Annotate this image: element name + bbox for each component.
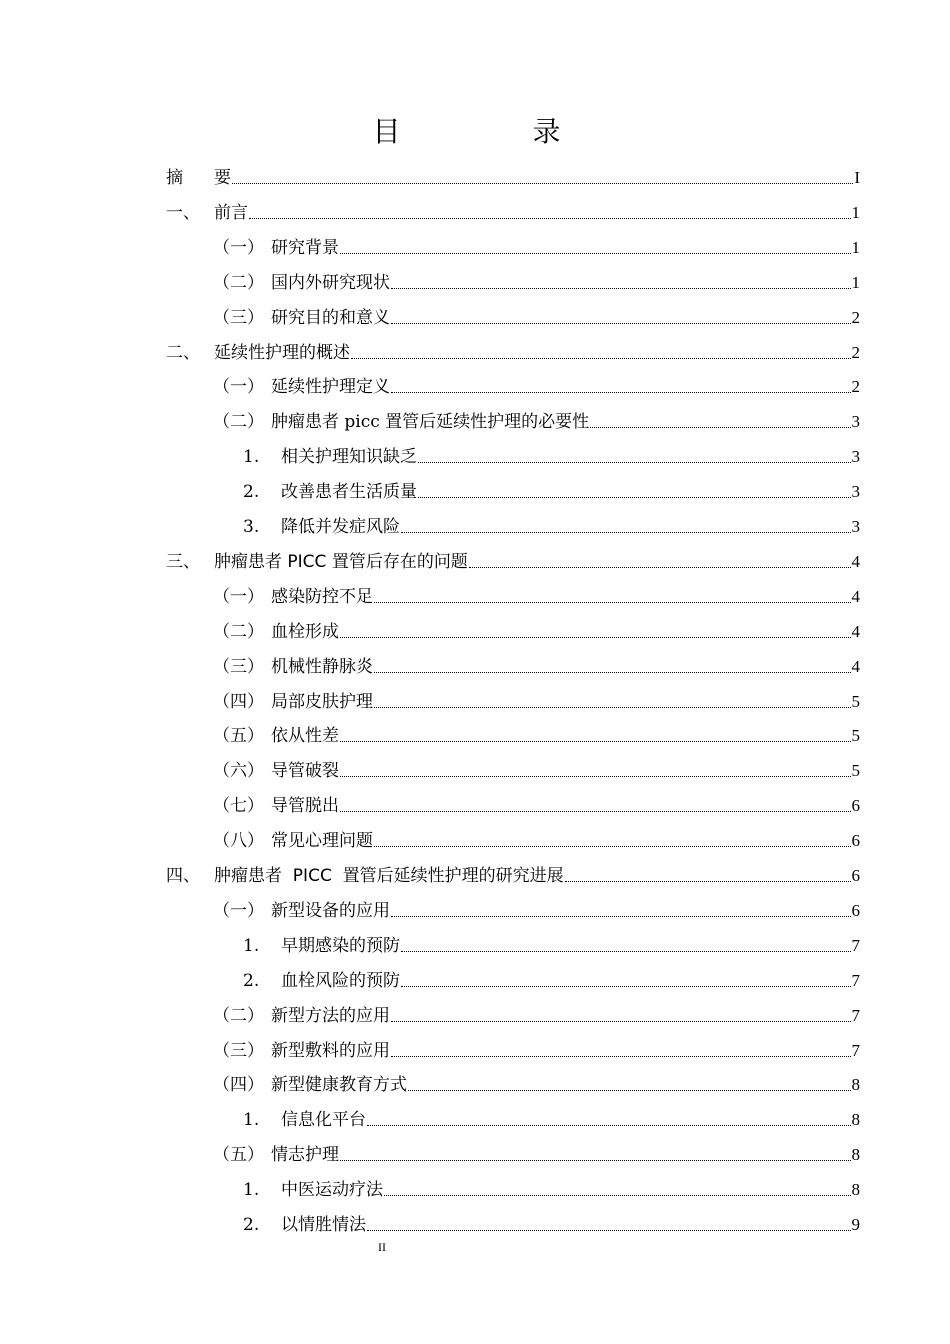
toc-entry[interactable] (213, 821, 860, 856)
toc-entry-page: 7 (851, 970, 860, 990)
toc-entry-page: 8 (851, 1075, 860, 1095)
toc-entry-title: 常见心理问题 (271, 831, 373, 852)
toc-entry-page: I (854, 168, 860, 187)
toc-entry-title: 信息化平台 (281, 1110, 366, 1131)
toc-entry[interactable] (213, 716, 860, 751)
toc-entry-number: （二） (213, 621, 264, 642)
toc-dot-leader (340, 1160, 851, 1161)
toc-entry-number: （五） (213, 1145, 264, 1166)
toc-entry[interactable] (213, 612, 860, 647)
toc-dot-leader (340, 776, 851, 777)
toc-entry-number: （七） (213, 796, 264, 817)
toc-dot-leader (351, 358, 851, 359)
toc-entry-title: 延续性护理定义 (271, 377, 390, 398)
toc-entry[interactable] (213, 647, 860, 682)
toc-entry-title: 导管破裂 (271, 761, 339, 782)
toc-entry-number: （二） (213, 272, 264, 293)
toc-entry-page: 2 (851, 307, 860, 327)
toc-entry-number: （一） (213, 900, 264, 921)
toc-entry[interactable] (213, 996, 860, 1031)
toc-entry[interactable] (243, 961, 860, 996)
toc-dot-leader (418, 462, 851, 463)
toc-entry[interactable] (243, 472, 860, 507)
toc-entry-number: （一） (213, 377, 264, 398)
toc-entry[interactable] (166, 193, 860, 228)
toc-dot-leader (391, 323, 851, 324)
toc-entry-number: （二） (213, 412, 264, 433)
toc-entry-page: 3 (851, 482, 860, 502)
toc-entry-number: （四） (213, 1075, 264, 1096)
page-title: 目 录 (372, 115, 613, 148)
toc-entry-number: 1. (243, 1110, 260, 1131)
toc-dot-leader (391, 916, 851, 917)
toc-entry-page: 3 (851, 447, 860, 467)
toc-dot-leader (374, 846, 851, 847)
toc-entry-number: 2. (243, 970, 260, 991)
toc-entry[interactable] (213, 367, 860, 402)
toc-entry-title: 肿瘤患者 PICC 置管后延续性护理的研究进展 (214, 866, 564, 886)
toc-entry[interactable] (243, 437, 860, 472)
page-number-footer: II (378, 1240, 386, 1254)
toc-entry-number: 2. (243, 1215, 260, 1235)
toc-dot-leader (384, 1195, 851, 1196)
toc-entry-number: （五） (213, 726, 264, 747)
toc-entry-number: 1. (243, 935, 260, 956)
toc-entry-title: 前言 (214, 202, 248, 223)
toc-entry[interactable] (243, 1205, 860, 1240)
toc-dot-leader (391, 1021, 851, 1022)
toc-entry-title: 新型敷料的应用 (271, 1040, 390, 1061)
toc-dot-leader (340, 741, 851, 742)
toc-entry-title: 肿瘤患者 PICC 置管后存在的问题 (214, 551, 468, 572)
toc-entry[interactable] (213, 786, 860, 821)
toc-dot-leader (565, 881, 851, 882)
toc-entry-number: （四） (213, 691, 264, 712)
toc-entry-page: 5 (851, 761, 860, 781)
toc-entry-page: 2 (851, 342, 860, 362)
toc-entry[interactable] (213, 263, 860, 298)
toc-entry-title: 情志护理 (271, 1145, 339, 1166)
toc-dot-leader (374, 672, 851, 673)
toc-entry-page: 1 (851, 272, 860, 292)
toc-entry-page: 6 (851, 866, 860, 885)
toc-entry-number: 2. (243, 482, 260, 503)
toc-dot-leader (340, 637, 851, 638)
toc-entry[interactable] (213, 1031, 860, 1066)
toc-dot-leader (408, 1090, 851, 1091)
toc-dot-leader (340, 811, 851, 812)
toc-entry-page: 4 (851, 656, 860, 676)
toc-entry-number: （六） (213, 761, 264, 782)
toc-entry[interactable] (243, 1100, 860, 1135)
toc-entry-title: 感染防控不足 (271, 586, 373, 607)
toc-entry-number: 1. (243, 447, 260, 468)
toc-dot-leader (401, 951, 851, 952)
toc-entry-page: 8 (851, 1110, 860, 1130)
toc-entry-page: 8 (851, 1180, 860, 1200)
toc-entry-page: 3 (851, 517, 860, 536)
toc-entry-title: 相关护理知识缺乏 (281, 447, 417, 468)
toc-entry[interactable] (213, 891, 860, 926)
toc-entry-number: （二） (213, 1005, 264, 1026)
toc-dot-leader (374, 602, 851, 603)
toc-entry[interactable] (166, 856, 860, 891)
toc-entry-title: 改善患者生活质量 (281, 482, 417, 503)
toc-entry-number: 二、 (166, 342, 200, 363)
toc-entry-title: 肿瘤患者 picc 置管后延续性护理的必要性 (271, 412, 590, 433)
toc-entry[interactable] (213, 682, 860, 717)
toc-entry[interactable] (213, 402, 860, 437)
toc-entry-title: 降低并发症风险 (281, 517, 400, 537)
toc-entry-page: 5 (851, 726, 860, 746)
toc-entry-title: 导管脱出 (271, 796, 339, 817)
toc-entry-number: （三） (213, 656, 264, 677)
toc-dot-leader (469, 567, 851, 568)
toc-entry-title: 研究目的和意义 (271, 307, 390, 328)
toc-entry-page: 7 (851, 935, 860, 955)
toc-entry-page: 5 (851, 691, 860, 711)
toc-entry-page: 3 (851, 412, 860, 432)
toc-entry-number: 摘 (166, 168, 200, 188)
toc-entry-page: 6 (851, 796, 860, 816)
toc-entry-page: 4 (851, 551, 860, 571)
toc-entry-title: 新型设备的应用 (271, 900, 390, 921)
toc-entry[interactable] (243, 507, 860, 542)
toc-entry-number: 3. (243, 517, 260, 537)
toc-entry-number: 一、 (166, 202, 200, 223)
toc-entry-title: 研究背景 (271, 237, 339, 258)
toc-entry-title: 新型健康教育方式 (271, 1075, 407, 1096)
toc-entry-number: （三） (213, 307, 264, 328)
toc-entry[interactable] (213, 1065, 860, 1100)
toc-entry-number: 1. (243, 1180, 260, 1201)
toc-entry[interactable] (213, 751, 860, 786)
toc-entry-title: 依从性差 (271, 726, 339, 747)
toc-entry-page: 2 (851, 377, 860, 397)
toc-dot-leader (367, 1230, 851, 1231)
toc-entry-title: 血栓风险的预防 (281, 970, 400, 991)
toc-entry[interactable] (243, 1170, 860, 1205)
toc-dot-leader (590, 427, 850, 428)
toc-entry[interactable] (213, 228, 860, 263)
toc-entry-number: （一） (213, 586, 264, 607)
toc-dot-leader (401, 532, 851, 533)
toc-entry-page: 6 (851, 831, 860, 851)
toc-entry-page: 1 (851, 202, 860, 222)
toc-dot-leader (367, 1125, 851, 1126)
toc-entry-title: 机械性静脉炎 (271, 656, 373, 677)
toc-entry-title: 要 (214, 168, 231, 188)
toc-entry-title: 国内外研究现状 (271, 272, 390, 293)
toc-entry-page: 7 (851, 1005, 860, 1025)
toc-entry-number: （八） (213, 831, 264, 852)
toc-entry[interactable] (213, 1135, 860, 1170)
toc-entry[interactable] (213, 298, 860, 333)
toc-entry[interactable] (166, 333, 860, 368)
toc-entry[interactable] (166, 158, 860, 193)
toc-entry-page: 8 (851, 1145, 860, 1165)
toc-entry-number: 四、 (166, 866, 200, 886)
toc-dot-leader (340, 253, 851, 254)
toc-dot-leader (232, 183, 853, 184)
toc-entry-page: 1 (851, 237, 860, 257)
toc-dot-leader (249, 218, 851, 219)
toc-entry[interactable] (213, 577, 860, 612)
toc-dot-leader (401, 986, 851, 987)
toc-entry-title: 中医运动疗法 (281, 1180, 383, 1201)
toc-entry-title: 局部皮肤护理 (271, 691, 373, 712)
toc-entry[interactable] (243, 926, 860, 961)
toc-entry-number: （三） (213, 1040, 264, 1061)
toc-dot-leader (374, 707, 851, 708)
toc-entry-number: 三、 (166, 551, 200, 572)
toc-entry-page: 4 (851, 586, 860, 606)
toc-entry[interactable] (166, 542, 860, 577)
toc-dot-leader (391, 288, 851, 289)
toc-dot-leader (391, 392, 851, 393)
toc-dot-leader (391, 1056, 851, 1057)
toc-entry-page: 7 (851, 1040, 860, 1060)
toc-entry-page: 6 (851, 900, 860, 920)
toc-entry-page: 4 (851, 621, 860, 641)
toc-entry-title: 新型方法的应用 (271, 1005, 390, 1026)
toc-entry-number: （一） (213, 237, 264, 258)
toc-dot-leader (418, 497, 851, 498)
toc-entry-page: 9 (851, 1215, 860, 1234)
toc-entry-title: 血栓形成 (271, 621, 339, 642)
toc-entry-title: 早期感染的预防 (281, 935, 400, 956)
toc-entry-title: 以情胜情法 (281, 1215, 366, 1235)
toc-entry-title: 延续性护理的概述 (214, 342, 350, 363)
